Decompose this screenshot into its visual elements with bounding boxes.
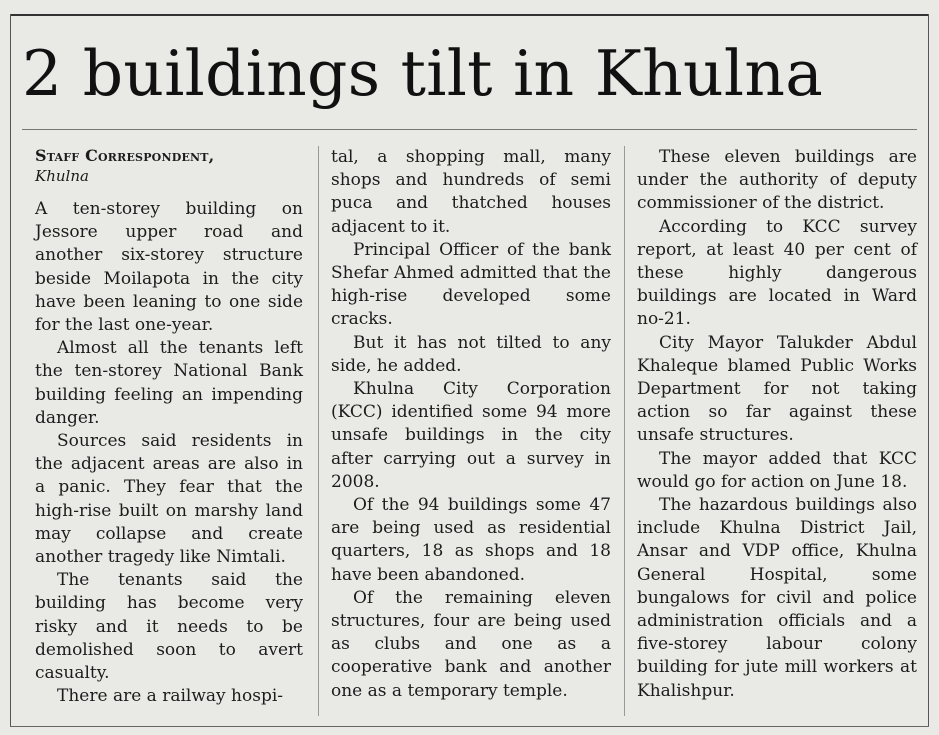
paragraph: The tenants said the building has become very risky and it needs to be demolished soon to avert casualty. <box>35 570 303 684</box>
byline <box>35 146 303 186</box>
headline-rule <box>22 129 917 130</box>
bottom-rule <box>10 726 929 727</box>
paragraph: Of the remaining eleven structures, four are being used as clubs and one as a cooperative bank and another one as a temporary temple. <box>331 587 611 701</box>
paragraph: These eleven buildings are under the authority of deputy commissioner of the district. <box>637 147 917 214</box>
paragraph: But it has not tilted to any side, he added. <box>331 332 611 376</box>
byline-name: Staff Correspondent, <box>35 146 215 165</box>
column-divider <box>318 146 319 716</box>
paragraph: The mayor added that KCC would go for action on June 18. <box>637 448 917 492</box>
headline: 2 buildings tilt in Khulna <box>22 37 824 110</box>
article-column-1 <box>35 146 303 708</box>
paragraph: Sources said residents in the adjacent areas are also in a panic. They fear that the high-rise built on marshy land may collapse and create another tragedy like Nimtali. <box>35 431 303 568</box>
paragraph: City Mayor Talukder Abdul Khaleque blamed Public Works Department for not taking action so far against these unsafe structures. <box>637 332 917 446</box>
paragraph: The hazardous buildings also include Khulna District Jail, Ansar and VDP office, Khulna General Hospital, some bungalows for civil and police administration officials and a five-storey labour colony building for jute mill workers at Khalishpur. <box>637 495 917 701</box>
paragraph: Principal Officer of the bank Shefar Ahmed admitted that the high-rise developed some cracks. <box>331 239 611 330</box>
right-rule <box>928 14 929 727</box>
left-rule <box>10 14 11 727</box>
paragraph: A ten-storey building on Jessore upper road and another six-storey structure beside Moilapota in the city have been leaning to one side for the last one-year. <box>35 199 303 336</box>
paragraph: Almost all the tenants left the ten-storey National Bank building feeling an impending danger. <box>35 338 303 428</box>
column-divider <box>624 146 625 716</box>
paragraph: Of the 94 buildings some 47 are being used as residential quarters, 18 as shops and 18 have been abandoned. <box>331 495 611 585</box>
paragraph: Khulna City Corporation (KCC) identified some 94 more unsafe buildings in the city after carrying out a survey in 2008. <box>331 379 611 492</box>
paragraph: There are a railway hospi- <box>57 686 284 707</box>
byline-place: Khulna <box>35 167 89 185</box>
paragraph: tal, a shopping mall, many shops and hundreds of semi puca and thatched houses adjacent to it. <box>331 147 611 237</box>
paragraph: According to KCC survey report, at least 40 per cent of these highly dangerous buildings are located in Ward no-21. <box>637 216 917 330</box>
article-column-2 <box>331 146 611 703</box>
top-rule <box>10 14 929 16</box>
article-column-3 <box>637 146 917 703</box>
